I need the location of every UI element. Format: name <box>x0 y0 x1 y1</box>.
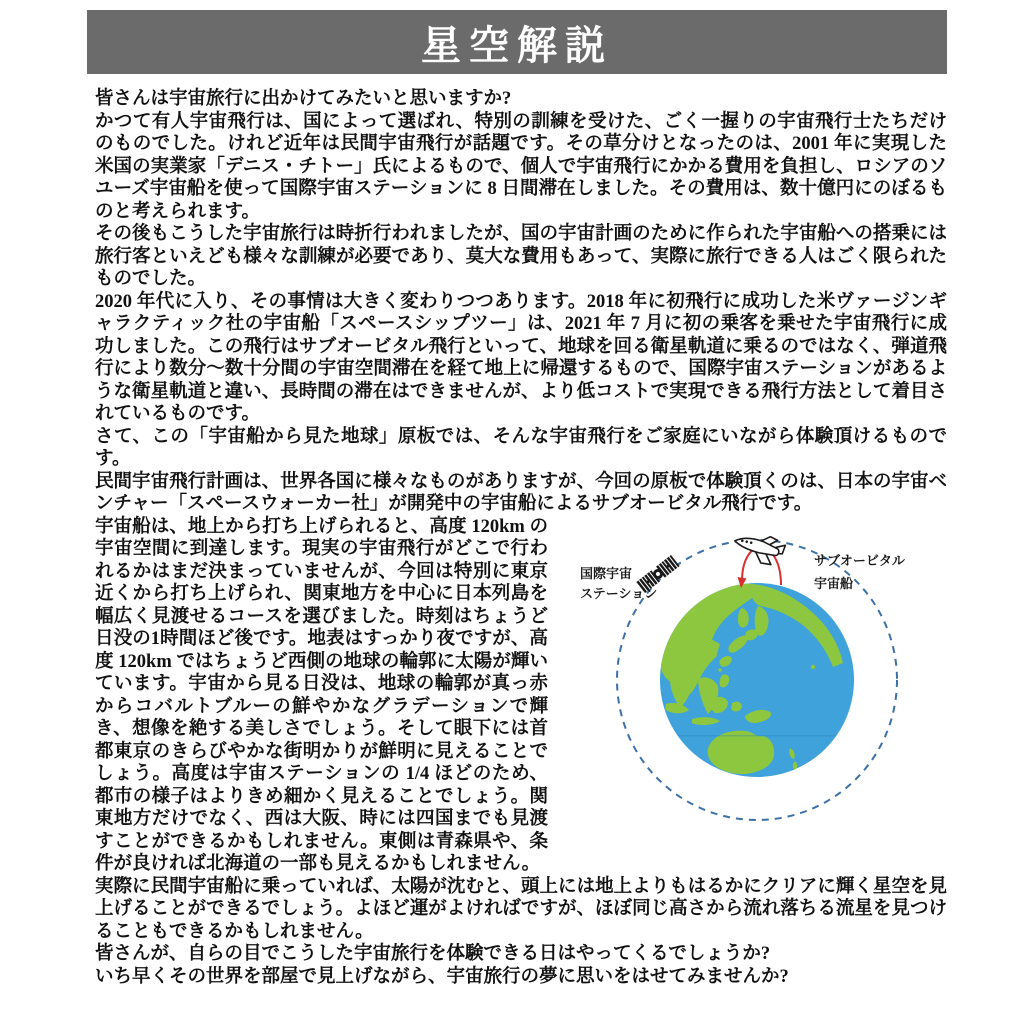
paragraph-2020s-suborbital: 2020 年代に入り、その事情は大きく変わりつつあります。2018 年に初飛行に成功した米ヴァージンギャラクティック社の宇宙船「スペースシップツー」は、2021 年 7 月に初の乗客を乗せた宇宙飛行に成功しました。この飛行はサブオービタル飛行といって、地球を回る衛星軌道に乗るのではなく、弾道飛行により数分〜数十分間の宇宙空間滞在を経て地上に帰還するもので、国際宇宙ステーションがあるような衛星軌道と違い、長時間の滞在はできませんが、より低コストで実現できる飛行方法として着目されているものです。 <box>95 291 947 424</box>
paragraph-future-question: 皆さんが、自らの目でこうした宇宙旅行を体験できる日はやってくるでしょうか? <box>95 944 771 964</box>
earth-orbit-diagram <box>562 518 947 843</box>
page-title: 星空解説 <box>421 22 613 68</box>
iss-label-line2: ステーション <box>580 585 658 601</box>
body-text <box>95 88 947 988</box>
earth-shade-seam <box>660 735 854 736</box>
iss-label-line1: 国際宇宙 <box>580 565 633 581</box>
paragraph-history: かつて有人宇宙飛行は、国によって選ばれ、特別の訓練を受けた、ごく一握りの宇宙飛行士たちだけのものでした。けれど近年は民間宇宙飛行が話題です。その草分けとなったのは、2001 年に実現した米国の実業家「デニス・チトー」氏によるもので、個人で宇宙飛行にかかる費用を負担し、ロシアのソユーズ宇宙船を使って国際宇宙ステーションに 8 日間滞在しました。その費用は、数十億円にのぼるものと考えられます。 <box>95 111 947 222</box>
paragraph-intro-question: 皆さんは宇宙旅行に出かけてみたいと思いますか? <box>95 89 512 109</box>
paragraph-genban-intro: さて、この「宇宙船から見た地球」原板では、そんな宇宙飛行をご家庭にいながら体験頂けるものです。 <box>95 426 947 469</box>
paragraph-flight-course: 宇宙船は、地上から打ち上げられると、高度 120km の宇宙空間に到達します。現実の宇宙飛行がどこで行われるかはまだ決まっていませんが、今回は特別に東京近くから打ち上げられ、関東地方を中心に日本列島を幅広く見渡せるコースを選びました。時刻はちょうど日没の1時間ほど後です。地表はすっかり夜ですが、高度 120km ではちょうど西側の地球の輪郭に太陽が輝いています。宇宙から見る日没は、地球の輪郭が真っ赤からコバルトブルーの鮮やかなグラデーションで輝き、想像を絶する美しさでしょう。そして眼下には首都東京のきらびやかな街明かりが鮮明に見えることでしょう。高度は宇宙ステーションの 1/4 ほどのため、都市の様子はよりきめ細かく見えることでしょう。関東地方だけでなく、西は大阪、時には四国までも見渡すことができるかもしれません。東側は青森県や、条件が良ければ北海道の一部も見えるかもしれません。 <box>95 516 548 874</box>
suborbital-label-line1: サブオービタル <box>814 552 905 568</box>
suborbital-label-line2: 宇宙船 <box>814 575 854 591</box>
paragraph-stars-above: 実際に民間宇宙船に乗っていれば、太陽が沈むと、頭上には地上よりもはるかにクリアに輝く星空を見上げることができるでしょう。よほど運がよければですが、ほぼ同じ高さから流れ落ちる流星を見つけることもできるかもしれません。 <box>95 876 947 942</box>
paragraph-limited-travel: その後もこうした宇宙旅行は時折行われましたが、国の宇宙計画のために作られた宇宙船への搭乗には旅行客といえども様々な訓練が必要であり、莫大な費用もあって、実際に旅行できる人はごく限られたものでした。 <box>95 224 947 289</box>
paragraph-spacewalker: 民間宇宙飛行計画は、世界各国に様々なものがありますが、今回の原板で体験頂くのは、日本の宇宙ベンチャー「スペースウォーカー社」が開発中の宇宙船によるサブオービタル飛行です。 <box>95 471 947 514</box>
title-banner <box>87 10 947 74</box>
paragraph-closing: いち早くその世界を部屋で見上げながら、宇宙旅行の夢に思いをはせてみませんか? <box>95 966 789 987</box>
